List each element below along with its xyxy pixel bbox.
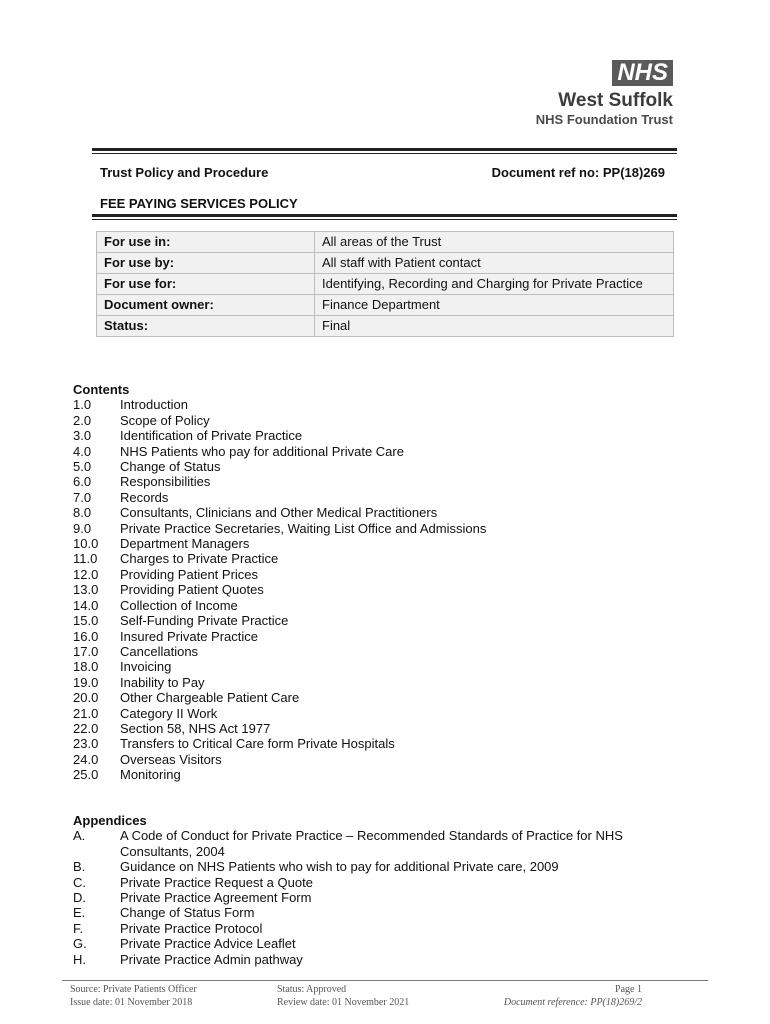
item-text: Identification of Private Practice <box>120 428 303 444</box>
item-number: E. <box>73 905 86 921</box>
list-item <box>73 921 683 936</box>
item-text: Inability to Pay <box>120 674 205 690</box>
info-value: Finance Department <box>315 295 674 316</box>
item-number: 6.0 <box>73 474 92 490</box>
list-item <box>73 736 486 751</box>
header-rule-top <box>92 148 677 154</box>
item-number: 5.0 <box>73 459 92 475</box>
info-key: For use for: <box>97 274 315 295</box>
item-number: G. <box>73 936 87 952</box>
page-title: FEE PAYING SERVICES POLICY <box>100 196 298 211</box>
list-item <box>73 644 486 659</box>
item-number: 13.0 <box>73 582 99 598</box>
list-item <box>73 582 486 597</box>
item-number: C. <box>73 874 86 890</box>
info-key: Document owner: <box>97 295 315 316</box>
item-number: 2.0 <box>73 412 92 428</box>
list-item <box>73 474 486 489</box>
list-item <box>73 413 486 428</box>
header-rule-bottom <box>92 214 677 220</box>
item-number: 11.0 <box>73 551 98 567</box>
list-item <box>73 521 486 536</box>
list-item <box>73 721 486 736</box>
item-text: Guidance on NHS Patients who wish to pay for additional Private care, 2009 <box>120 859 559 875</box>
item-number: 18.0 <box>73 659 99 675</box>
item-number: H. <box>73 951 86 967</box>
list-item <box>73 397 486 412</box>
info-key: For use in: <box>97 232 315 253</box>
item-text: Consultants, Clinicians and Other Medical Practitioners <box>120 505 438 521</box>
item-text: NHS Patients who pay for additional Private Care <box>120 443 404 459</box>
item-number: 4.0 <box>73 443 92 459</box>
table-row <box>97 295 674 316</box>
item-text: Monitoring <box>120 767 181 783</box>
item-text: Self-Funding Private Practice <box>120 613 289 629</box>
item-number: 24.0 <box>73 751 99 767</box>
list-item <box>73 598 486 613</box>
document-info-table <box>96 231 674 337</box>
footer-doc-ref: Document reference: PP(18)269/2 <box>503 997 642 1008</box>
item-text: Records <box>120 489 169 505</box>
list-item <box>73 490 486 505</box>
table-row <box>97 253 674 274</box>
list-item <box>73 505 486 520</box>
footer-status-text: Status: Approved <box>277 984 347 995</box>
list-item <box>73 444 486 459</box>
item-text: Introduction <box>120 397 188 413</box>
list-item <box>73 659 486 674</box>
item-number: 25.0 <box>73 767 99 783</box>
list-item <box>73 629 486 644</box>
item-text: Other Chargeable Patient Care <box>120 690 300 706</box>
item-text: Cancellations <box>120 643 199 659</box>
table-row <box>97 274 674 295</box>
item-number: 19.0 <box>73 674 99 690</box>
list-item <box>73 613 486 628</box>
nhs-logo <box>513 60 673 128</box>
item-number: 3.0 <box>73 428 92 444</box>
item-number: 8.0 <box>73 505 92 521</box>
info-value: Final <box>315 316 674 337</box>
item-text: Collection of Income <box>120 597 238 613</box>
footer-source <box>70 983 197 1009</box>
item-text: Section 58, NHS Act 1977 <box>120 720 271 736</box>
list-item <box>73 905 683 920</box>
item-text: A Code of Conduct for Private Practice – Recommended Standards of Practice for NHS Consultants, 2004 <box>120 828 623 859</box>
item-number: 1.0 <box>73 397 92 413</box>
item-text: Scope of Policy <box>120 412 210 428</box>
list-item <box>73 459 486 474</box>
item-text: Private Practice Request a Quote <box>120 874 313 890</box>
item-number: 22.0 <box>73 720 99 736</box>
info-value: All areas of the Trust <box>315 232 674 253</box>
info-key: For use by: <box>97 253 315 274</box>
footer-review-date: Review date: 01 November 2021 <box>277 997 410 1008</box>
list-item <box>73 890 683 905</box>
list-item <box>73 828 683 859</box>
list-item <box>73 936 683 951</box>
list-item <box>73 428 486 443</box>
item-number: F. <box>73 920 84 936</box>
item-text: Private Practice Protocol <box>120 920 263 936</box>
item-text: Department Managers <box>120 536 250 552</box>
item-text: Private Practice Agreement Form <box>120 890 312 906</box>
footer-rule <box>62 980 708 981</box>
list-item <box>73 706 486 721</box>
item-text: Providing Patient Prices <box>120 566 259 582</box>
document-ref: Document ref no: PP(18)269 <box>491 165 665 180</box>
item-text: Private Practice Advice Leaflet <box>120 936 296 952</box>
item-text: Responsibilities <box>120 474 211 490</box>
footer-page <box>504 983 642 1009</box>
item-text: Charges to Private Practice <box>120 551 279 567</box>
footer-source-text: Source: Private Patients Officer <box>70 984 197 995</box>
appendices-list <box>73 828 683 967</box>
item-number: 20.0 <box>73 690 99 706</box>
list-item <box>73 567 486 582</box>
item-text: Category II Work <box>120 705 218 721</box>
list-item <box>73 536 486 551</box>
table-row <box>97 316 674 337</box>
contents-list <box>73 397 486 782</box>
list-item <box>73 551 486 566</box>
nhs-mark: NHS <box>612 60 673 86</box>
item-number: 16.0 <box>73 628 99 644</box>
list-item <box>73 767 486 782</box>
item-text: Invoicing <box>120 659 172 675</box>
org-name: West Suffolk <box>558 90 673 111</box>
info-key: Status: <box>97 316 315 337</box>
list-item <box>73 752 486 767</box>
item-text: Private Practice Admin pathway <box>120 951 303 967</box>
item-number: 10.0 <box>73 536 99 552</box>
page-number: Page 1 <box>615 984 642 995</box>
item-number: 9.0 <box>73 520 92 536</box>
item-text: Change of Status <box>120 459 221 475</box>
appendices-section <box>73 813 683 967</box>
item-number: B. <box>73 859 86 875</box>
item-number: 17.0 <box>73 643 99 659</box>
list-item <box>73 875 683 890</box>
item-text: Overseas Visitors <box>120 751 222 767</box>
item-text: Transfers to Critical Care form Private Hospitals <box>120 736 395 752</box>
org-subtitle: NHS Foundation Trust <box>535 112 673 127</box>
contents-section <box>73 382 486 783</box>
list-item <box>73 859 683 874</box>
item-text: Providing Patient Quotes <box>120 582 264 598</box>
item-number: D. <box>73 890 86 906</box>
item-number: 12.0 <box>73 566 99 582</box>
contents-title: Contents <box>73 382 130 397</box>
footer-issue-date: Issue date: 01 November 2018 <box>70 997 193 1008</box>
appendices-title: Appendices <box>73 813 147 828</box>
item-text: Change of Status Form <box>120 905 255 921</box>
info-value: All staff with Patient contact <box>315 253 674 274</box>
item-number: A. <box>73 828 86 844</box>
item-text: Insured Private Practice <box>120 628 259 644</box>
footer-status <box>277 983 409 1009</box>
list-item <box>73 690 486 705</box>
item-number: 23.0 <box>73 736 99 752</box>
list-item <box>73 675 486 690</box>
item-text: Private Practice Secretaries, Waiting List Office and Admissions <box>120 520 487 536</box>
item-number: 14.0 <box>73 597 99 613</box>
item-number: 21.0 <box>73 705 99 721</box>
info-value: Identifying, Recording and Charging for Private Practice <box>315 274 674 295</box>
item-number: 7.0 <box>73 489 92 505</box>
table-row <box>97 232 674 253</box>
item-number: 15.0 <box>73 613 99 629</box>
list-item <box>73 952 683 967</box>
document-type: Trust Policy and Procedure <box>100 165 269 180</box>
